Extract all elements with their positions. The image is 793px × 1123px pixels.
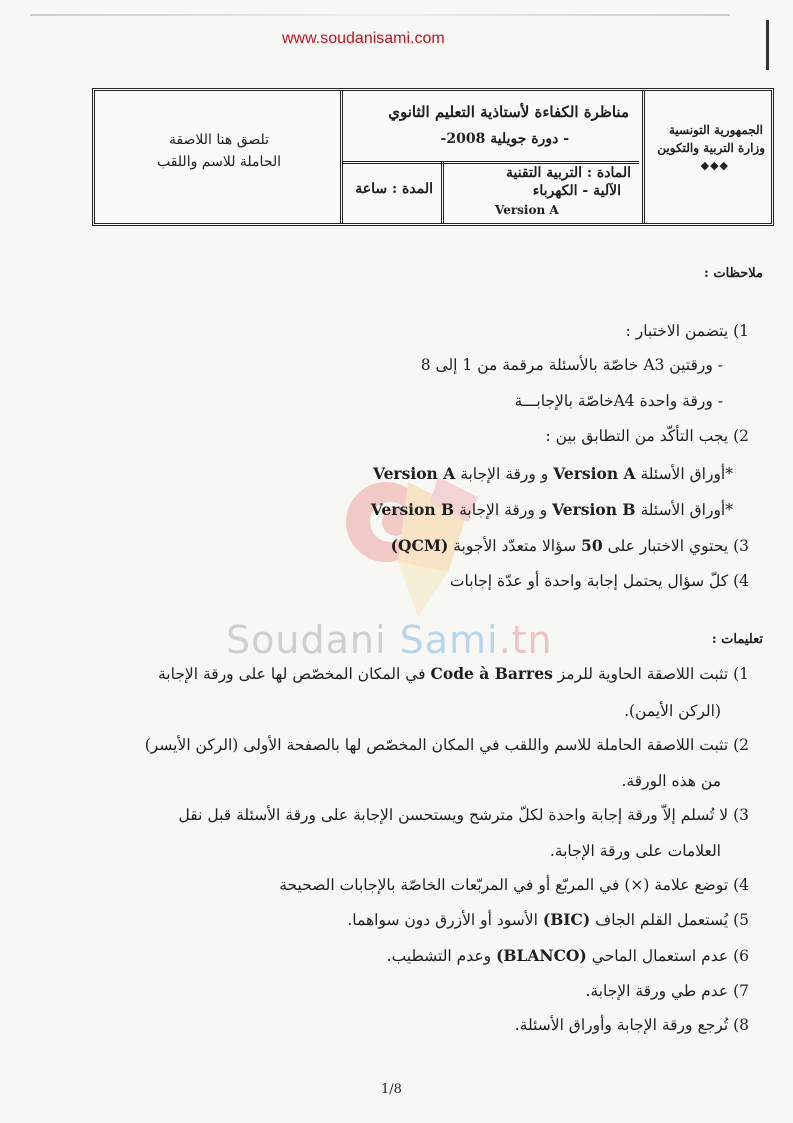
ornament-dots: ◆◆◆ bbox=[700, 159, 729, 172]
sticker-line-1: تلصق هنا اللاصقة bbox=[168, 132, 270, 148]
instruction-2-cont: من هذه الورقة. bbox=[621, 772, 721, 790]
version-a-ref-2: Version A bbox=[372, 464, 456, 483]
duration-cell bbox=[343, 161, 444, 223]
instruction-4: 4) توضع علامة (×) في المربّع أو في المربّعات الخاصّة بالإجابات الصحيحة bbox=[279, 876, 749, 894]
instructions-title: تعليمات : bbox=[711, 632, 763, 647]
exam-info bbox=[343, 91, 645, 223]
code-a-barres: Code à Barres bbox=[430, 664, 553, 683]
instruction-3: 3) لا تُسلم إلاّ ورقة إجابة واحدة لكلّ مترشح ويستحسن الإجابة على ورقة الأسئلة قبل نقل bbox=[178, 806, 749, 824]
instruction-6: 6) عدم استعمال الماحي (BLANCO) وعدم التشطيب. bbox=[386, 946, 749, 965]
qcm-label: (QCM) bbox=[390, 536, 449, 555]
subject-line-2: الآلية - الكهرباء bbox=[532, 183, 621, 199]
instruction-3-cont: العلامات على ورقة الإجابة. bbox=[549, 842, 721, 860]
version-label: Version A bbox=[495, 203, 559, 217]
subject-cell bbox=[441, 161, 639, 223]
notes-title: ملاحظات : bbox=[704, 266, 763, 281]
bic-label: (BIC) bbox=[542, 910, 591, 929]
page-number: 1/8 bbox=[381, 1082, 402, 1097]
instruction-5: 5) يُستعمل القلم الجاف (BIC) الأسود أو الأزرق دون سواهما. bbox=[347, 910, 749, 929]
scan-artifact-line bbox=[30, 14, 730, 16]
ministry-label: وزارة التربية والتكوين bbox=[657, 141, 765, 155]
blanco-label: (BLANCO) bbox=[496, 946, 587, 965]
name-sticker-area bbox=[95, 91, 343, 223]
note-3: 3) يحتوي الاختبار على 50 سؤالا متعدّد الأجوبة (QCM) bbox=[390, 536, 749, 555]
session-title: - دورة جويلية 2008- bbox=[440, 131, 569, 147]
instruction-7: 7) عدم طي ورقة الإجابة. bbox=[585, 982, 749, 1000]
note-2: 2) يجب التأكّد من التطابق بين : bbox=[545, 427, 749, 445]
question-count: 50 bbox=[581, 536, 603, 555]
version-a-ref: Version A bbox=[553, 464, 636, 483]
note-4: 4) كلّ سؤال يحتمل إجابة واحدة أو عدّة إجابات bbox=[449, 572, 749, 590]
note-1a: - ورقتين A3 خاصّة بالأسئلة مرقمة من 1 إلى 8 bbox=[420, 356, 723, 374]
page-edge-mark bbox=[766, 20, 769, 70]
note-2a: *أوراق الأسئلة Version A و ورقة الإجابة Version A bbox=[372, 464, 733, 483]
instruction-2: 2) تثبت اللاصقة الحاملة للاسم واللقب في المكان المخصّص لها بالصفحة الأولى (الركن الأيسر) bbox=[144, 736, 749, 754]
version-b-ref-2: Version B bbox=[370, 500, 455, 519]
concours-title: مناظرة الكفاءة لأستاذية التعليم الثانوي bbox=[388, 103, 629, 121]
duration-label: المدة : ساعة bbox=[355, 181, 433, 197]
watermark-text: Soudani Sami.tn bbox=[226, 618, 553, 662]
note-1b: - ورقة واحدة A4خاصّة بالإجابـــة bbox=[514, 392, 723, 410]
subject-line-1: المادة : التربية التقنية bbox=[505, 165, 631, 181]
site-url: www.soudanisami.com bbox=[282, 30, 445, 47]
note-2b: *أوراق الأسئلة Version B و ورقة الإجابة Version B bbox=[370, 500, 733, 519]
ministry-cell bbox=[645, 91, 771, 223]
instruction-8: 8) تُرجع ورقة الإجابة وأوراق الأسئلة. bbox=[514, 1016, 749, 1034]
republic-label: الجمهورية التونسية bbox=[668, 123, 763, 137]
note-1: 1) يتضمن الاختبار : bbox=[625, 322, 749, 340]
instruction-1: 1) تثبت اللاصقة الحاوية للرمز Code à Barres في المكان المخصّص لها على ورقة الإجابة bbox=[157, 664, 749, 683]
instruction-1-cont: (الركن الأيمن). bbox=[624, 702, 721, 720]
version-b-ref: Version B bbox=[552, 500, 636, 519]
exam-header bbox=[92, 88, 774, 226]
sticker-line-2: الحاملة للاسم واللقب bbox=[156, 154, 282, 170]
